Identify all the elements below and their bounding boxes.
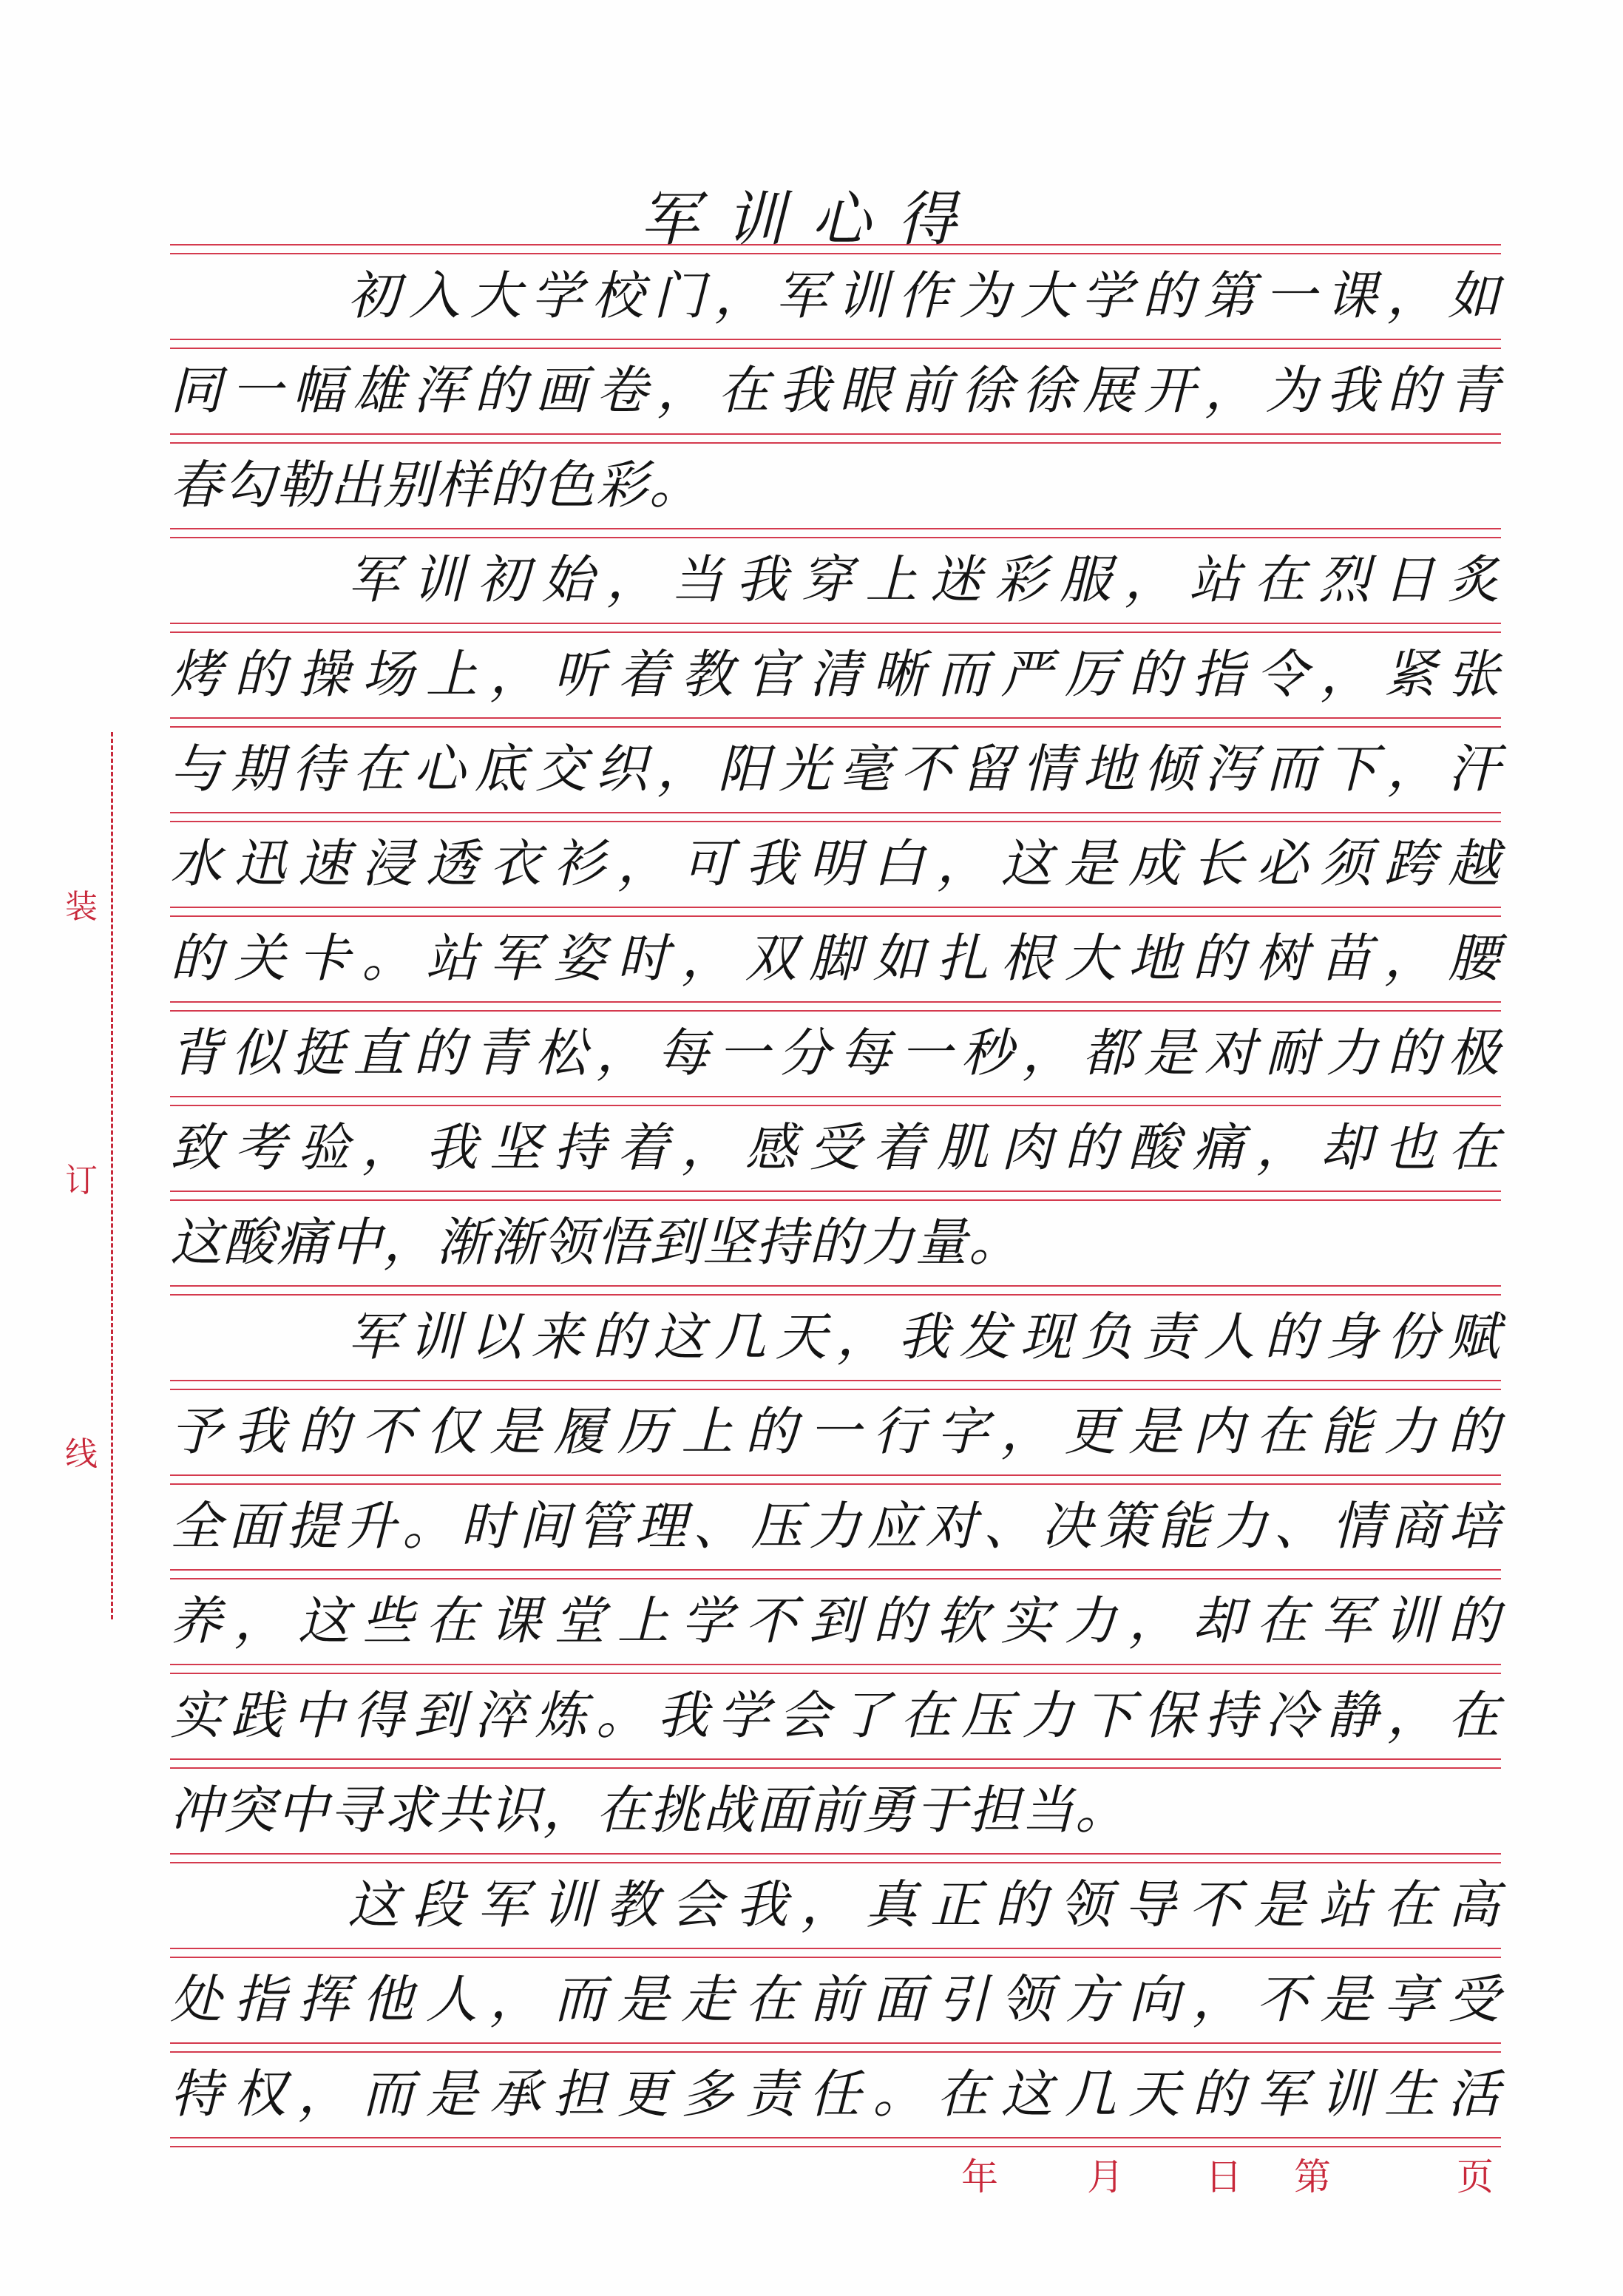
text-line-12: 军训以来的这几天，我发现负责人的身份赋 xyxy=(348,1307,1501,1367)
ruled-line xyxy=(170,1389,1501,1390)
text-line-10: 致考验，我坚持着，感受着肌肉的酸痛，却也在 xyxy=(170,1117,1501,1178)
text-line-20: 特权，而是承担更多责任。在这几天的军训生活 xyxy=(170,2064,1501,2124)
binding-char-xian: 线 xyxy=(59,1427,104,1474)
ruled-line xyxy=(170,1758,1501,1760)
ruled-line xyxy=(170,1001,1501,1003)
text-line-6: 与期待在心底交织，阳光毫不留情地倾泻而下，汗 xyxy=(170,739,1501,799)
ruled-line xyxy=(170,2051,1501,2053)
text-line-2: 同一幅雄浑的画卷，在我眼前徐徐展开，为我的青 xyxy=(170,360,1501,421)
ruled-line xyxy=(170,1191,1501,1192)
ruled-line xyxy=(170,1664,1501,1665)
ruled-line xyxy=(170,2042,1501,2044)
ruled-line xyxy=(170,433,1501,435)
ruled-line xyxy=(170,1673,1501,1674)
page-title: 军训心得 xyxy=(640,185,983,254)
text-line-5: 烤的操场上，听着教官清晰而严厉的指令，紧张 xyxy=(170,644,1501,705)
ruled-line xyxy=(170,1199,1501,1201)
binding-char-zhuang: 装 xyxy=(59,880,104,927)
text-line-9: 背似挺直的青松，每一分每一秒，都是对耐力的极 xyxy=(170,1023,1501,1083)
ruled-line xyxy=(170,1569,1501,1571)
ruled-line xyxy=(170,1948,1501,1949)
ruled-line xyxy=(170,821,1501,822)
ruled-line xyxy=(170,1862,1501,1863)
footer-month: 月 xyxy=(1087,2156,1124,2198)
text-line-7: 水迅速浸透衣衫，可我明白，这是成长必须跨越 xyxy=(170,833,1501,894)
footer-year: 年 xyxy=(961,2156,998,2198)
text-line-15: 养，这些在课堂上学不到的软实力，却在军训的 xyxy=(170,1591,1501,1651)
ruled-line xyxy=(170,1767,1501,1769)
text-line-16: 实践中得到淬炼。我学会了在压力下保持冷静，在 xyxy=(170,1685,1501,1746)
ruled-line xyxy=(170,1474,1501,1476)
text-line-14: 全面提升。时间管理、压力应对、决策能力、情商培 xyxy=(170,1496,1501,1557)
text-line-1: 初入大学校门，军训作为大学的第一课，如 xyxy=(348,265,1501,326)
ruled-line xyxy=(170,339,1501,340)
ruled-line xyxy=(170,537,1501,538)
text-line-11: 这酸痛中，渐渐领悟到坚持的力量。 xyxy=(170,1212,1022,1273)
ruled-line xyxy=(170,1096,1501,1097)
ruled-line xyxy=(170,1853,1501,1855)
footer-page-suffix: 页 xyxy=(1457,2156,1494,2198)
text-line-4: 军训初始，当我穿上迷彩服，站在烈日炙 xyxy=(348,549,1501,610)
ruled-line xyxy=(170,1483,1501,1485)
text-line-3: 春勾勒出别样的色彩。 xyxy=(170,455,702,515)
ruled-line xyxy=(170,2137,1501,2138)
ruled-line xyxy=(170,1957,1501,1958)
ruled-line xyxy=(170,1380,1501,1381)
binding-char-ding: 订 xyxy=(59,1154,104,1201)
ruled-line xyxy=(170,726,1501,728)
text-line-18: 这段军训教会我，真正的领导不是站在高 xyxy=(348,1875,1501,1935)
binding-dashed-line xyxy=(111,732,113,1619)
ruled-line xyxy=(170,1294,1501,1296)
ruled-line xyxy=(170,442,1501,444)
text-line-17: 冲突中寻求共识，在挑战面前勇于担当。 xyxy=(170,1780,1128,1840)
ruled-line xyxy=(170,915,1501,917)
ruled-line xyxy=(170,717,1501,719)
footer-page-prefix: 第 xyxy=(1294,2156,1331,2198)
ruled-line xyxy=(170,1285,1501,1287)
ruled-line xyxy=(170,528,1501,529)
ruled-line xyxy=(170,1578,1501,1579)
text-line-19: 处指挥他人，而是走在前面引领方向，不是享受 xyxy=(170,1969,1501,2030)
ruled-line xyxy=(170,631,1501,633)
ruled-line xyxy=(170,1105,1501,1106)
text-line-13: 予我的不仅是履历上的一行字，更是内在能力的 xyxy=(170,1401,1501,1462)
ruled-line xyxy=(170,1010,1501,1012)
footer-day: 日 xyxy=(1205,2156,1242,2198)
text-line-8: 的关卡。站军姿时，双脚如扎根大地的树苗，腰 xyxy=(170,928,1501,989)
ruled-line xyxy=(170,907,1501,908)
ruled-line xyxy=(170,348,1501,349)
ruled-line xyxy=(170,623,1501,624)
ruled-line xyxy=(170,812,1501,813)
